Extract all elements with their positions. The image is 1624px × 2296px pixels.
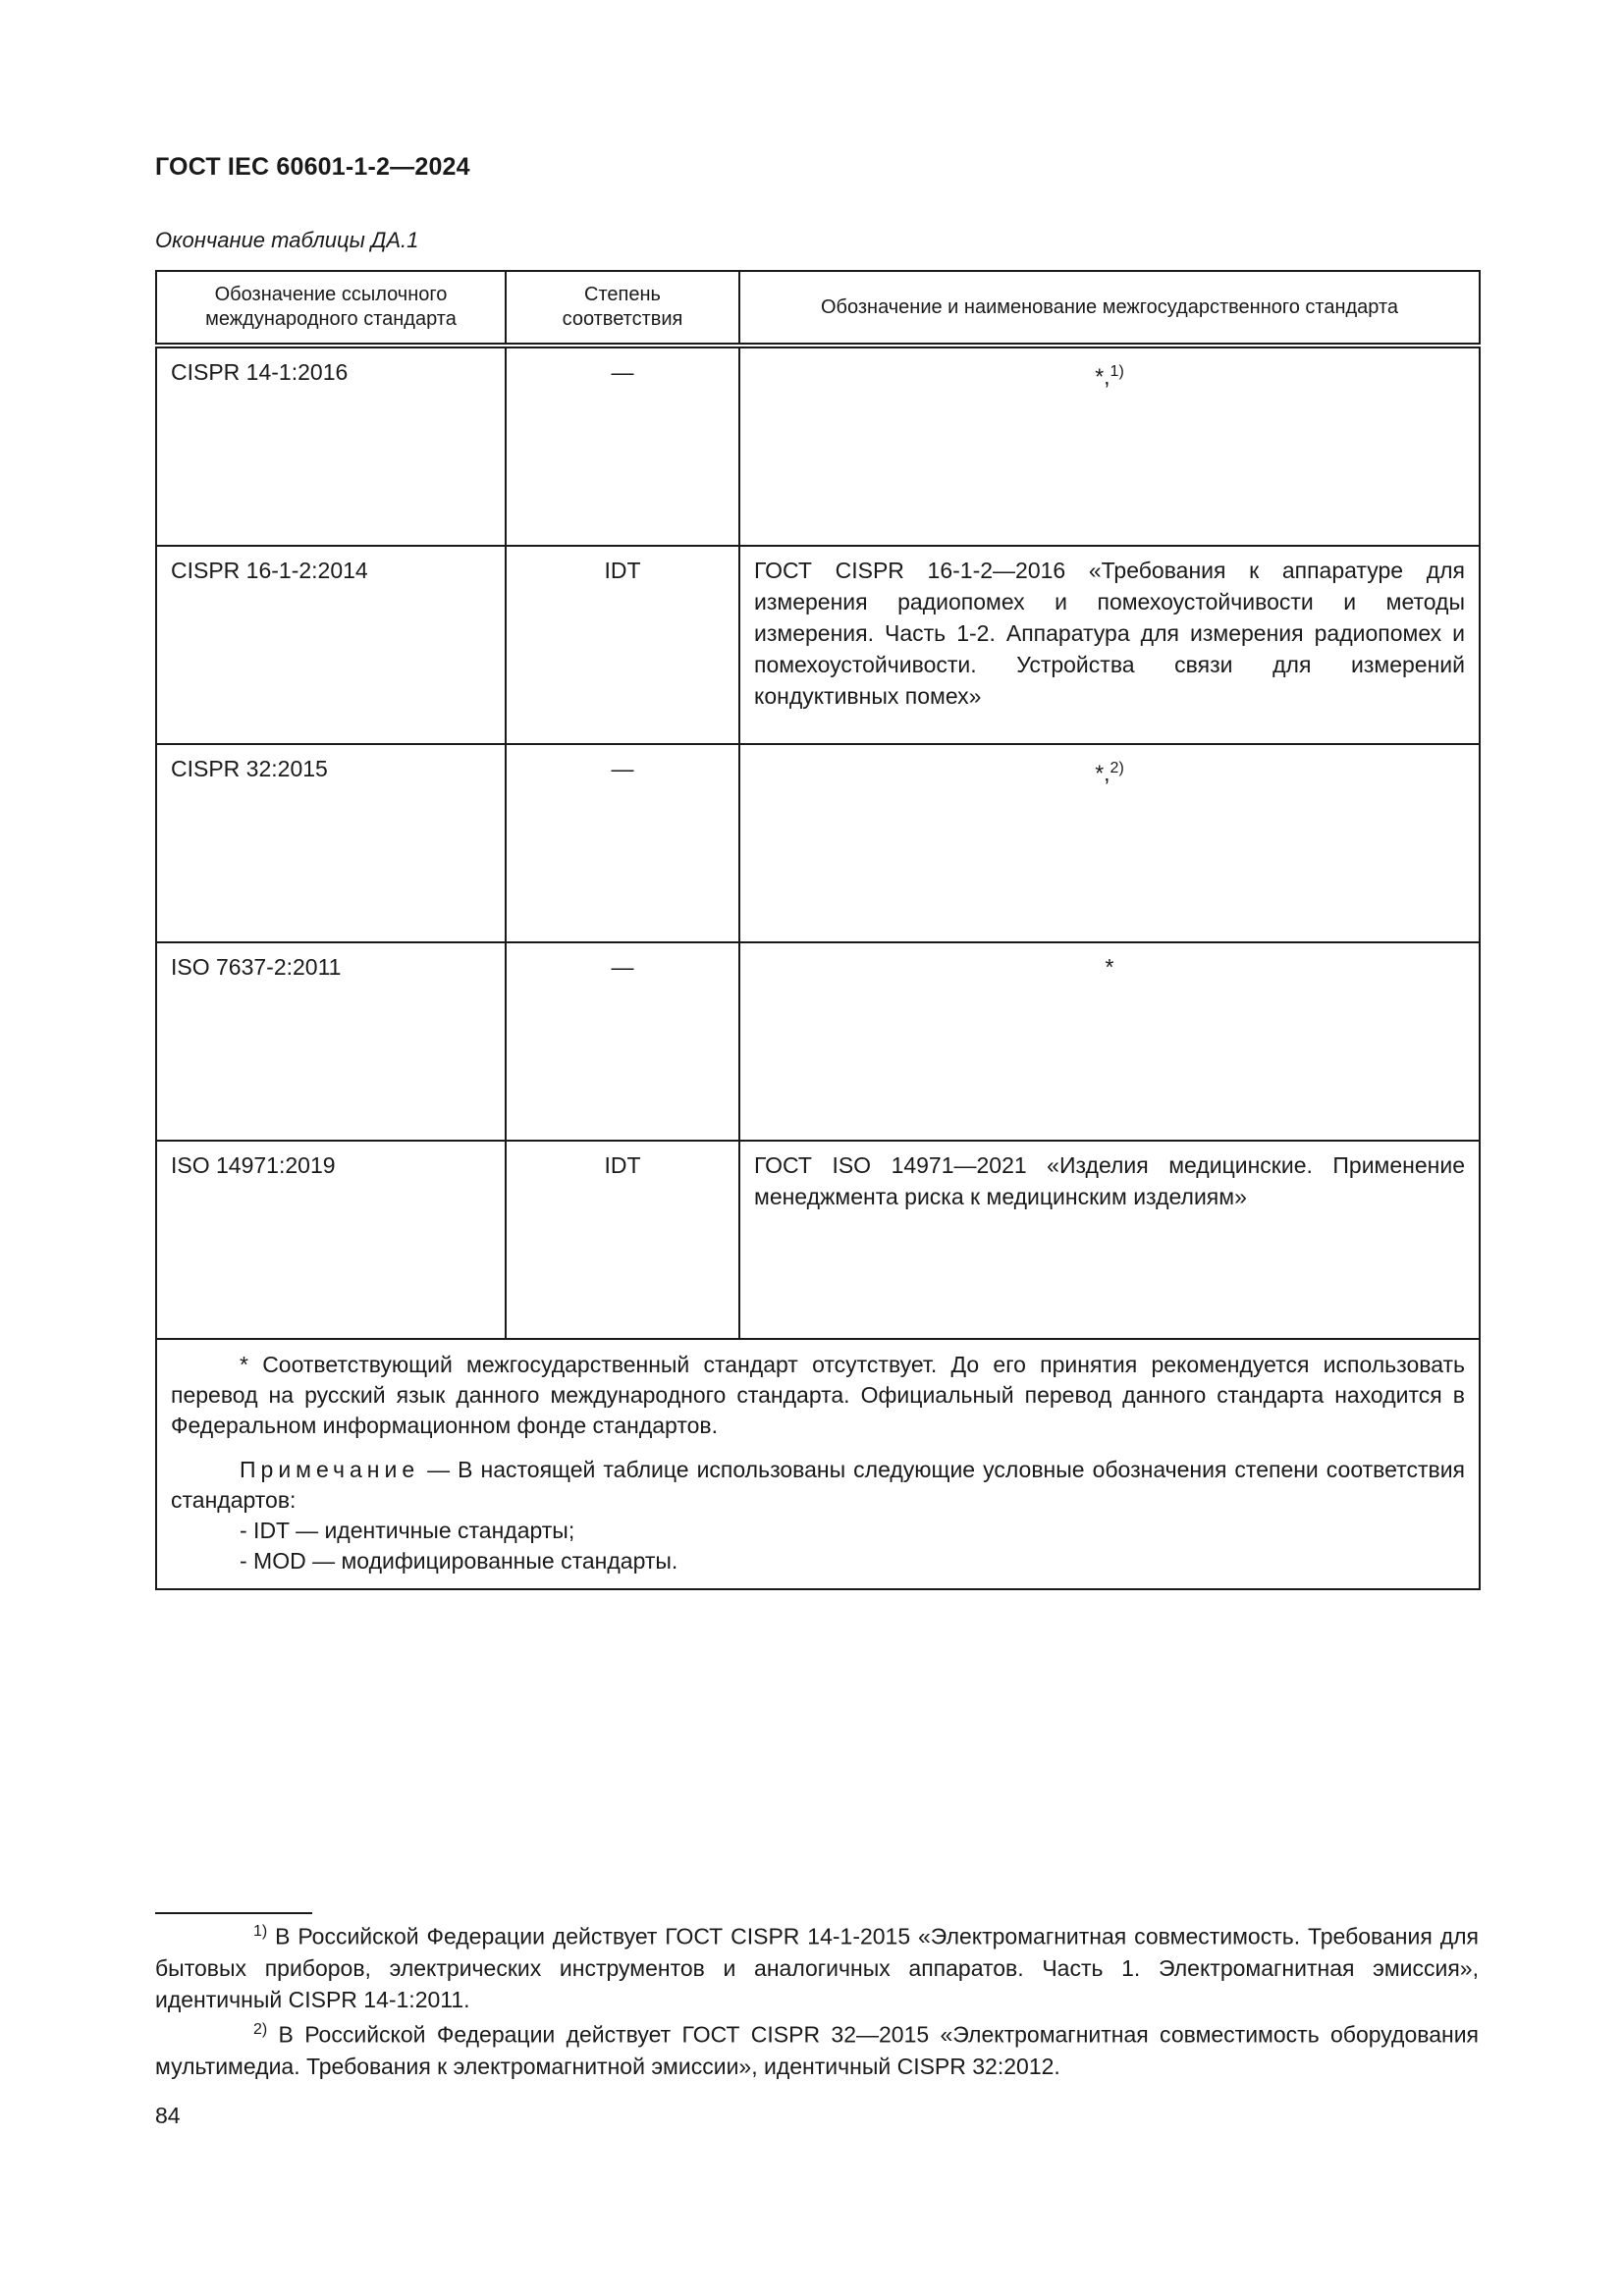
- table-row: [156, 942, 1480, 1141]
- footnote-2: [155, 2014, 1479, 2082]
- ref-standard-cell: ISO 7637-2:2011: [156, 942, 506, 1141]
- degree-cell: IDT: [506, 1141, 739, 1339]
- header-line: Обозначение ссылочного: [214, 284, 448, 305]
- ref-standard-cell: CISPR 16-1-2:2014: [156, 546, 506, 744]
- header-line: соответствия: [562, 308, 683, 330]
- document-code: ГОСТ IEC 60601-1-2—2024: [155, 153, 470, 181]
- column-header-interstate-standard: [739, 271, 1480, 346]
- table-row: [156, 1141, 1480, 1339]
- footnote-text: В Российской Федерации действует ГОСТ CISPR 32—2015 «Электромагнитная совместимость оборудования мультимедиа. Требования к электромагнитной эмиссии», идентичный CISPR 32:2012.: [155, 2021, 1479, 2079]
- footnote-text: В Российской Федерации действует ГОСТ CISPR 14-1-2015 «Электромагнитная совместимость. Требования для бытовых приборов, электрических инструментов и аналогичных аппаратов. Часть 1. Электромагнитная эмиссия», идентичный CISPR 14-1:2011.: [155, 1923, 1479, 2012]
- degree-cell: IDT: [506, 546, 739, 744]
- header-line: Обозначение и наименование межгосударственного стандарта: [820, 295, 1399, 318]
- standards-table: [155, 270, 1481, 1590]
- interstate-standard-cell: *: [739, 942, 1480, 1141]
- table-header-row: [156, 271, 1480, 346]
- note-paragraph: [171, 1455, 1465, 1516]
- interstate-standard-cell: [739, 744, 1480, 942]
- footnote-divider: [155, 1912, 312, 1914]
- header-line: Степень: [584, 284, 661, 305]
- interstate-standard-cell: ГОСТ CISPR 16-1-2—2016 «Требования к аппаратуре для измерения радиопомех и помехоустойчивости и методы измерения. Часть 1-2. Аппаратура для измерения радиопомех и помехоустойчивости. Устройства связи для измерений кондуктивных помех»: [739, 546, 1480, 744]
- degree-cell: —: [506, 744, 739, 942]
- interstate-standard-cell: ГОСТ ISO 14971—2021 «Изделия медицинские. Применение менеджмента риска к медицинским изделиям»: [739, 1141, 1480, 1339]
- name-text: *,: [1095, 760, 1110, 786]
- degree-cell: —: [506, 346, 739, 546]
- footnote-mark: 1): [253, 1923, 268, 1940]
- note-label: Примечание: [240, 1457, 420, 1482]
- note-text: — В настоящей таблице использованы следующие условные обозначения степени соответствия стандартов:: [171, 1457, 1465, 1513]
- list-item: - MOD — модифицированные стандарты.: [240, 1548, 678, 1574]
- page-number: 84: [155, 2103, 181, 2128]
- table-row: [156, 346, 1480, 546]
- header-line: международного стандарта: [205, 308, 457, 330]
- footnote-1: [155, 1916, 1479, 2015]
- asterisk-note: * Соответствующий межгосударственный стандарт отсутствует. До его принятия рекомендуется использовать перевод на русский язык данного международного стандарта. Официальный перевод данного стандарта находится в Федеральном информационном фонде стандартов.: [171, 1352, 1465, 1438]
- list-item: - IDT — идентичные стандарты;: [240, 1518, 575, 1543]
- degree-cell: —: [506, 942, 739, 1141]
- name-text: *,: [1095, 363, 1110, 390]
- table-caption: Окончание таблицы ДА.1: [155, 228, 419, 252]
- table-notes: [156, 1339, 1480, 1589]
- interstate-standard-cell: [739, 346, 1480, 546]
- column-header-degree: [506, 271, 739, 346]
- footnote-ref: 1): [1110, 363, 1124, 380]
- footnote-mark: 2): [253, 2021, 268, 2038]
- table-notes-row: [156, 1339, 1480, 1589]
- ref-standard-cell: CISPR 14-1:2016: [156, 346, 506, 546]
- ref-standard-cell: ISO 14971:2019: [156, 1141, 506, 1339]
- table-row: [156, 744, 1480, 942]
- table-row: [156, 546, 1480, 744]
- ref-standard-cell: CISPR 32:2015: [156, 744, 506, 942]
- column-header-ref-standard: [156, 271, 506, 346]
- footnote-ref: 2): [1110, 760, 1124, 776]
